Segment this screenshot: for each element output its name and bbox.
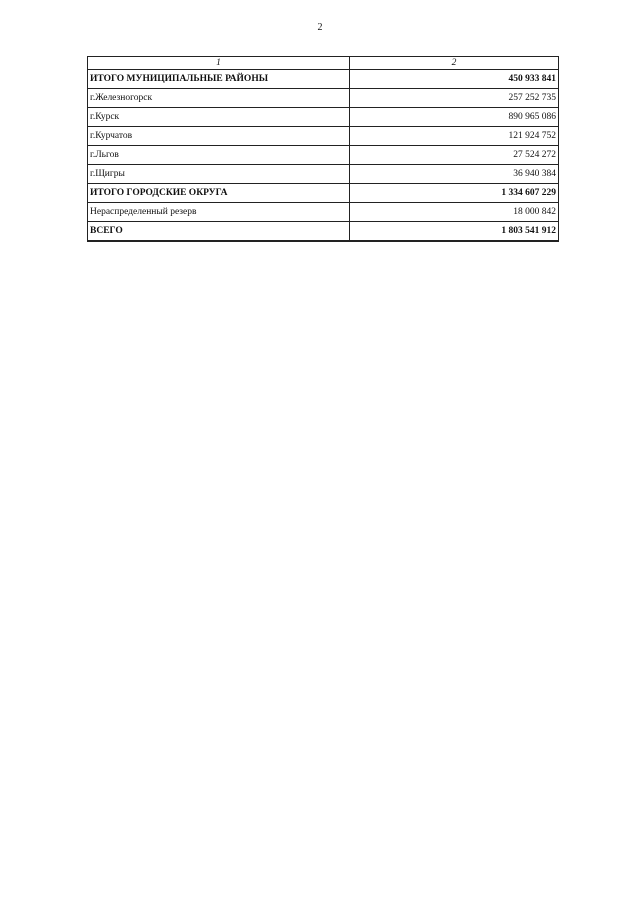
- row-value: 36 940 384: [350, 165, 559, 184]
- row-label: ИТОГО ГОРОДСКИЕ ОКРУГА: [88, 184, 350, 203]
- row-value: 27 524 272: [350, 146, 559, 165]
- table-row-shchigry: [88, 165, 559, 184]
- row-label: ИТОГО МУНИЦИПАЛЬНЫЕ РАЙОНЫ: [88, 70, 350, 89]
- row-label: г.Щигры: [88, 165, 350, 184]
- table-header-row: [88, 57, 559, 70]
- table-row-zheleznogorsk: [88, 89, 559, 108]
- row-label: г.Курск: [88, 108, 350, 127]
- row-value: 121 924 752: [350, 127, 559, 146]
- row-label: г.Курчатов: [88, 127, 350, 146]
- table-row-kursk: [88, 108, 559, 127]
- row-value: 257 252 735: [350, 89, 559, 108]
- column-header-1: 1: [88, 57, 350, 70]
- row-label: ВСЕГО: [88, 222, 350, 242]
- row-value: 18 000 842: [350, 203, 559, 222]
- page-number: 2: [317, 22, 323, 33]
- table-row-city-districts-total: [88, 184, 559, 203]
- table-row-unallocated-reserve: [88, 203, 559, 222]
- table-row-grand-total: [88, 222, 559, 242]
- row-label: Нераспределенный резерв: [88, 203, 350, 222]
- row-label: г.Льгов: [88, 146, 350, 165]
- row-label: г.Железногорск: [88, 89, 350, 108]
- table-row-lgov: [88, 146, 559, 165]
- row-value: 1 334 607 229: [350, 184, 559, 203]
- column-header-2: 2: [350, 57, 559, 70]
- table-row-municipal-districts-total: [88, 70, 559, 89]
- budget-table: [87, 56, 559, 242]
- row-value: 890 965 086: [350, 108, 559, 127]
- row-value: 1 803 541 912: [350, 222, 559, 242]
- table-row-kurchatov: [88, 127, 559, 146]
- row-value: 450 933 841: [350, 70, 559, 89]
